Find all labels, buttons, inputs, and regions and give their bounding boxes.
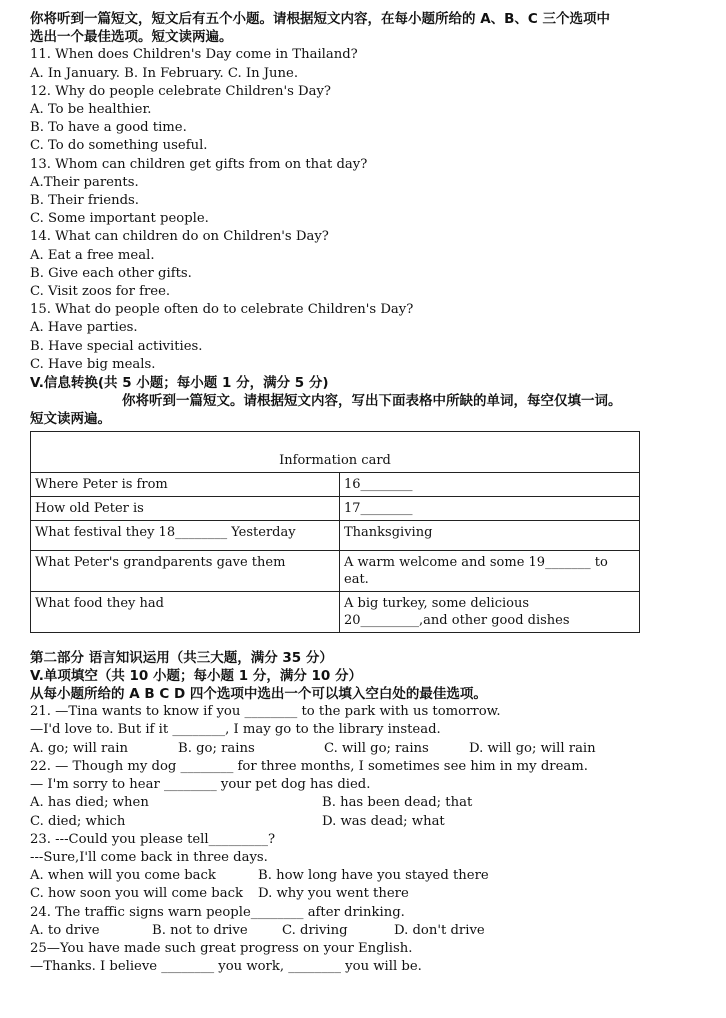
- section5-instruction-line2: 短文读两遍。: [30, 411, 111, 428]
- table-cell-right: A big turkey, some delicious 20_________,and other good dishes: [340, 591, 640, 632]
- option-b: B. not to drive: [152, 922, 248, 938]
- table-cell-left: Where Peter is from: [31, 472, 340, 496]
- question-11: 11. When does Children's Day come in Thailand?: [30, 47, 358, 63]
- table-cell-right: 16________: [340, 472, 640, 496]
- question-22-options-ab: [30, 794, 700, 812]
- option-d: D. don't drive: [394, 922, 485, 938]
- question-12-option-a: A. To be healthier.: [30, 102, 152, 118]
- question-25-line2: —Thanks. I believe ________ you work, ________ you will be.: [30, 959, 422, 975]
- table-cell-right: Thanksgiving: [340, 520, 640, 550]
- question-23-options-cd: [30, 885, 700, 903]
- listening-instruction-line2: 选出一个最佳选项。短文读两遍。: [30, 29, 233, 46]
- information-card-title: Information card: [31, 431, 640, 472]
- part2-heading: 第二部分 语言知识运用（共三大题，满分 35 分）: [30, 649, 333, 666]
- question-13-option-c: C. Some important people.: [30, 211, 209, 227]
- exam-page: [30, 10, 700, 976]
- option-c: C. how soon you will come back: [30, 886, 243, 902]
- question-12-option-c: C. To do something useful.: [30, 138, 208, 154]
- question-13: 13. Whom can children get gifts from on that day?: [30, 156, 368, 172]
- option-d: D. was dead; what: [322, 813, 445, 829]
- question-11-options: A. In January. B. In February. C. In June.: [30, 65, 299, 81]
- question-22-options-cd: [30, 813, 700, 831]
- option-b: B. go; rains: [178, 740, 255, 756]
- option-b: B. has been dead; that: [322, 795, 473, 811]
- table-cell-left: How old Peter is: [31, 496, 340, 520]
- question-23-options-ab: [30, 867, 700, 885]
- question-13-option-b: B. Their friends.: [30, 193, 139, 209]
- option-a: A. go; will rain: [30, 740, 128, 756]
- question-14-option-c: C. Visit zoos for free.: [30, 284, 171, 300]
- section5-instruction-line1: 你将听到一篇短文。请根据短文内容，写出下面表格中所缺的单词，每空仅填一词。: [122, 393, 622, 410]
- question-12: 12. Why do people celebrate Children's Day?: [30, 83, 331, 99]
- table-cell-left: What food they had: [31, 591, 340, 632]
- table-cell-right: 17________: [340, 496, 640, 520]
- option-d: D. why you went there: [258, 886, 409, 902]
- question-14: 14. What can children do on Children's Day?: [30, 229, 329, 245]
- table-cell-left: What Peter's grandparents gave them: [31, 550, 340, 591]
- question-21-options: [30, 740, 700, 758]
- section5-heading: V.信息转换(共 5 小题；每小题 1 分，满分 5 分): [30, 375, 329, 392]
- question-21-line2: —I'd love to. But if it ________, I may go to the library instead.: [30, 722, 441, 738]
- question-22-line2: — I'm sorry to hear ________ your pet dog has died.: [30, 777, 371, 793]
- option-c: C. driving: [282, 922, 348, 938]
- question-14-option-a: A. Eat a free meal.: [30, 247, 155, 263]
- question-24-line1: 24. The traffic signs warn people________ after drinking.: [30, 904, 405, 920]
- question-23-line2: ---Sure,I'll come back in three days.: [30, 849, 268, 865]
- question-21-line1: 21. —Tina wants to know if you ________ to the park with us tomorrow.: [30, 704, 501, 720]
- part2-instruction: 从每小题所给的 A B C D 四个选项中选出一个可以填入空白处的最佳选项。: [30, 686, 487, 703]
- table-cell-right: A warm welcome and some 19_______ to eat.: [340, 550, 640, 591]
- question-14-option-b: B. Give each other gifts.: [30, 265, 192, 281]
- option-a: A. to drive: [30, 922, 100, 938]
- question-15: 15. What do people often do to celebrate Children's Day?: [30, 302, 414, 318]
- part2-sub-heading: V.单项填空（共 10 小题；每小题 1 分，满分 10 分）: [30, 667, 363, 684]
- question-15-option-a: A. Have parties.: [30, 320, 138, 336]
- question-22-line1: 22. — Though my dog ________ for three months, I sometimes see him in my dream.: [30, 758, 588, 774]
- question-13-option-a: A.Their parents.: [30, 174, 139, 190]
- question-25-line1: 25—You have made such great progress on your English.: [30, 940, 413, 956]
- option-d: D. will go; will rain: [469, 740, 596, 756]
- question-23-line1: 23. ---Could you please tell_________?: [30, 831, 276, 847]
- question-15-option-c: C. Have big meals.: [30, 356, 156, 372]
- option-a: A. when will you come back: [30, 868, 216, 884]
- table-cell-left: What festival they 18________ Yesterday: [31, 520, 340, 550]
- option-a: A. has died; when: [30, 795, 149, 811]
- question-12-option-b: B. To have a good time.: [30, 120, 187, 136]
- information-card-table: [30, 431, 640, 633]
- option-b: B. how long have you stayed there: [258, 868, 489, 884]
- listening-instruction-line1: 你将听到一篇短文，短文后有五个小题。请根据短文内容，在每小题所给的 A、B、C 三个选项中: [30, 11, 611, 27]
- option-c: C. died; which: [30, 813, 126, 829]
- option-c: C. will go; rains: [324, 740, 429, 756]
- question-15-option-b: B. Have special activities.: [30, 338, 203, 354]
- question-24-options: [30, 922, 700, 940]
